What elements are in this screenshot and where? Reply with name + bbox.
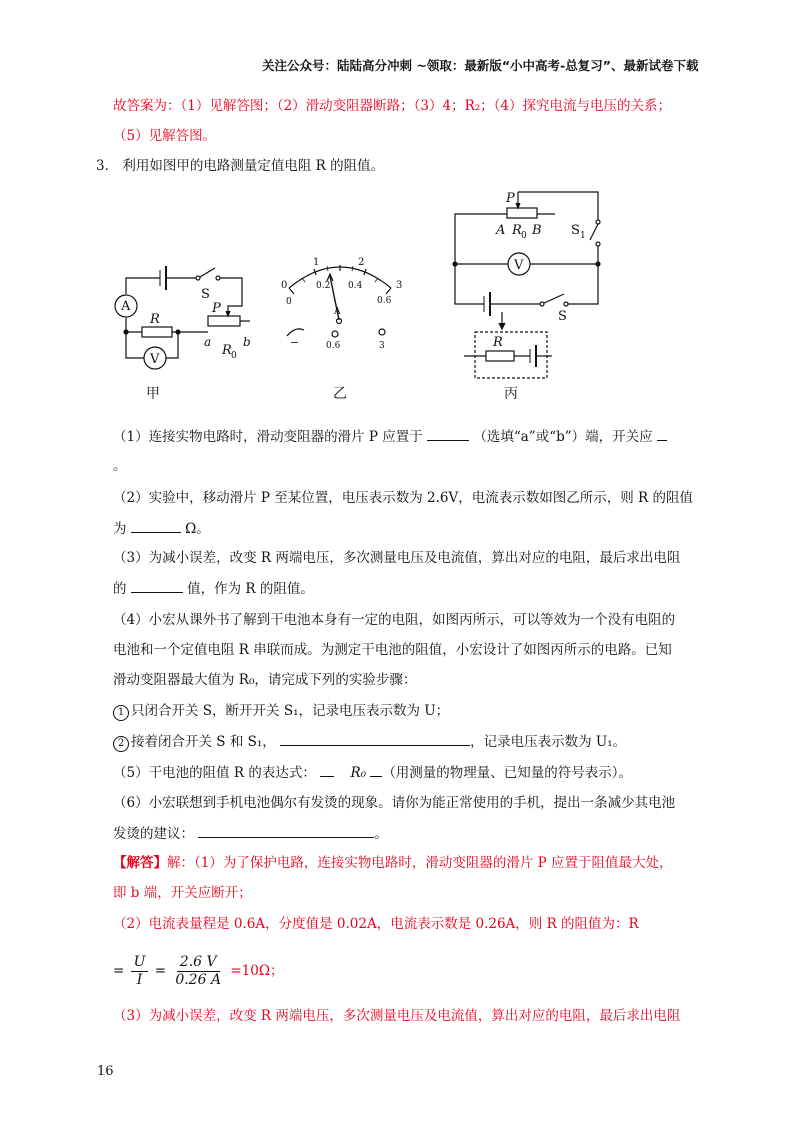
q1-blank-end[interactable]	[427, 426, 469, 441]
q1-blank-switch[interactable]	[657, 426, 667, 441]
prev-answer-line1: 故答案为：（1）见解答图；（2）滑动变阻器断路；（3）4；R₂；（4）探究电流与电压的关系；	[113, 98, 672, 114]
step1-marker: 1	[113, 705, 129, 721]
solution-line1: 【解答】解：（1）为了保护电路，连接实物电路时，滑动变阻器的滑片 P 应置于阻值最大处，	[113, 855, 673, 871]
question-stem-text: 利用如图甲的电路测量定值电阻 R 的阻值。	[122, 158, 385, 174]
step1-line: 1 只闭合开关 S，断开开关 S₁，记录电压表示数为 U；	[113, 701, 449, 721]
yi-caption: 乙	[333, 386, 347, 402]
yi-terminal-06: 0.6	[326, 341, 341, 351]
fraction-values: $\frac{2.6 V}{0.26 A}$	[175, 954, 222, 988]
jia-voltmeter-label: V	[150, 352, 160, 367]
yi-inner-06: 0.6	[377, 296, 392, 306]
solution-tag: 【解答】	[113, 855, 167, 871]
jia-slider-label: P	[212, 301, 221, 316]
solution-line5: （3）为减小误差，改变 R 两端电压，多次测量电压及电流值，算出对应的电阻，最后求出电阻	[113, 1008, 681, 1024]
q1-end: 。	[113, 458, 127, 474]
yi-inner-04: 0.4	[348, 281, 363, 291]
solution-line2: 即 b 端，开关应断开；	[113, 885, 252, 901]
solution-equation: = $\frac{U}{I}$ = $\frac{2.6 V}{0.26 A}$ =10Ω；	[113, 954, 284, 988]
bing-resistor-label: R	[493, 335, 503, 350]
step2-marker: 2	[113, 736, 129, 752]
q4-line2: 电池和一个定值电阻 R 串联而成。为测定干电池的阻值，小宏设计了如图丙所示的电路。已知	[113, 642, 672, 658]
q4-line3: 滑动变阻器最大值为 R₀，请完成下列的实验步骤：	[113, 672, 417, 688]
bing-end-B: B	[532, 223, 542, 238]
q6-line1: （6）小宏联想到手机电池偶尔有发烫的现象。请你为能正常使用的手机，提出一条减少其电池	[113, 795, 676, 811]
bing-slider-label: P	[506, 191, 515, 206]
q3-blank-average[interactable]	[131, 578, 183, 593]
bing-voltmeter-label: V	[514, 258, 524, 273]
bing-end-A: A	[496, 223, 506, 238]
jia-resistor-label: R	[150, 312, 160, 327]
q2-blank-resistance[interactable]	[131, 518, 181, 533]
bing-switch-s: S	[558, 309, 567, 324]
step2-line: 2 接着闭合开关 S 和 S₁， ，记录电压表示数为 U₁。	[113, 731, 626, 752]
bing-caption: 丙	[504, 386, 518, 402]
jia-caption: 甲	[146, 386, 160, 402]
q2-line2: 为 Ω。	[113, 518, 210, 539]
yi-outer-2: 2	[358, 257, 365, 268]
q5-line: （5）干电池的阻值 R 的表达式： R₀ （用测量的物理量、已知量的符号表示）。	[113, 762, 632, 783]
bing-switch-s1: S	[571, 223, 580, 238]
q6-line2: 发烫的建议： 。	[113, 823, 388, 844]
q2-line1: （2）实验中，移动滑片 P 至某位置，电压表示数为 2.6V，电流表示数如图乙所示，则 R 的阻值	[113, 490, 694, 506]
jia-ammeter-label: A	[121, 299, 131, 314]
q5-blank-expression[interactable]	[320, 762, 334, 777]
yi-terminal-neg: −	[290, 336, 300, 349]
q3-line2: 的 值，作为 R 的阻值。	[113, 578, 314, 599]
q1-line: （1）连接实物电路时，滑动变阻器的滑片 P 应置于 （选填“a”或“b”）端，开关应	[113, 426, 667, 447]
yi-outer-1: 1	[313, 257, 320, 268]
bing-rheostat-sub: 0	[521, 231, 527, 241]
yi-outer-3: 3	[396, 280, 403, 291]
q4-line1: （4）小宏从课外书了解到干电池本身有一定的电阻，如图丙所示，可以等效为一个没有电阻的	[113, 612, 676, 628]
q5-r0: R₀	[350, 765, 367, 781]
q6-blank-suggestion[interactable]	[198, 823, 374, 838]
circuit-figures	[0, 182, 800, 412]
fraction-u-over-i: $\frac{U}{I}$	[131, 954, 149, 989]
jia-rheostat-label: R	[222, 343, 232, 358]
figure-bing	[453, 192, 600, 378]
prev-answer-line2: （5）见解答图。	[113, 128, 217, 144]
yi-unit: A	[334, 307, 341, 317]
yi-inner-02: 0.2	[316, 281, 331, 291]
jia-end-a: a	[204, 335, 212, 349]
bing-rheostat-label: R	[512, 223, 522, 238]
step2-blank[interactable]	[280, 731, 470, 746]
bing-switch-s1-sub: 1	[580, 231, 586, 241]
jia-switch-label: S	[201, 287, 210, 302]
yi-outer-0: 0	[281, 280, 288, 291]
yi-inner-0: 0	[286, 297, 292, 307]
figure-yi-dial	[287, 265, 391, 337]
jia-end-b: b	[243, 335, 251, 349]
page-number: 16	[97, 1064, 114, 1079]
solution-result: =10Ω；	[230, 963, 284, 979]
yi-terminal-3: 3	[379, 341, 385, 351]
page-header: 关注公众号：陆陆高分冲刺 ~领取：最新版“小中高考-总复习”、最新试卷下载	[262, 58, 699, 73]
solution-line3: （2）电流表量程是 0.6A，分度值是 0.02A，电流表示数是 0.26A，则 R 的阻值为：R	[113, 916, 639, 932]
q3-line1: （3）为减小误差，改变 R 两端电压，多次测量电压及电流值，算出对应的电阻，最后求出电阻	[113, 550, 681, 566]
q5-blank-after[interactable]	[370, 762, 382, 777]
question-number: 3．	[96, 158, 119, 174]
question-stem	[96, 156, 384, 176]
jia-rheostat-sub: 0	[231, 351, 237, 361]
